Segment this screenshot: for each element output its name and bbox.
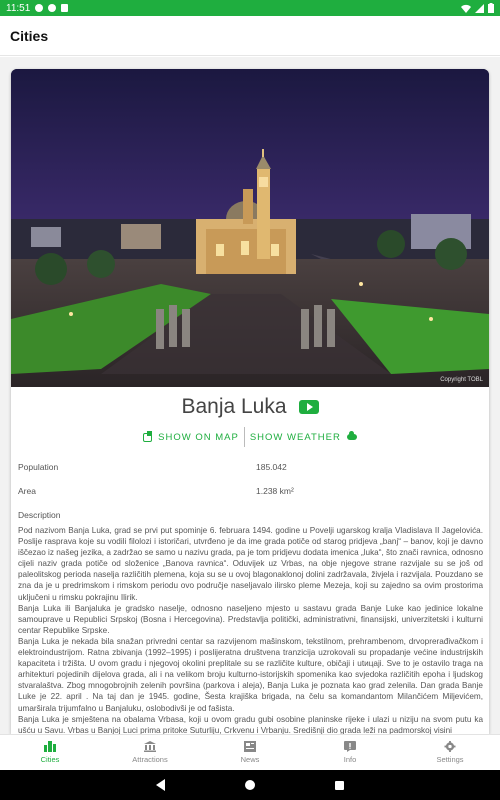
nav-cities[interactable] [0, 735, 100, 770]
city-name: Banja Luka [181, 395, 287, 418]
nav-attractions[interactable] [100, 735, 200, 770]
home-icon[interactable] [245, 780, 255, 790]
description-paragraph: Banja Luka ili Banjaluka je gradsko naselje, odnosno naseljeno mjesto u sastavu grada Banje Luke kao jedinice lokalne samouprave u Republici Srpskoj (Bosna i Hercegovina). Predstavlja politički, administrativni, finansijski, univerzitetski i kulturni centar Republike Srpske. [18, 603, 483, 635]
app-bar [0, 16, 500, 56]
show-weather-label: SHOW WEATHER [249, 431, 341, 443]
content-area [0, 57, 500, 734]
recent-apps-icon[interactable] [335, 781, 344, 790]
sd-card-icon [61, 4, 68, 12]
sync-icon [35, 4, 43, 12]
news-icon [244, 741, 256, 752]
page-title: Cities [10, 27, 49, 44]
nav-settings-label: Settings [436, 755, 464, 764]
map-icon [143, 433, 152, 442]
weather-icon [347, 434, 357, 440]
signal-icon [475, 4, 484, 13]
description-text [18, 525, 483, 734]
back-icon[interactable] [156, 779, 165, 791]
nav-info[interactable] [300, 735, 400, 770]
nav-news[interactable] [200, 735, 300, 770]
area-value: 1.238 km² [256, 486, 294, 496]
status-time: 11:51 [6, 2, 31, 14]
city-image [11, 69, 489, 387]
description-label: Description [18, 510, 61, 520]
description-paragraph: Pod nazivom Banja Luka, grad se prvi put spominje 6. februara 1494. godine u Povelji ugarskog kralja Vladislava II Jagelovića. Poslije rasprava koje su vodili filolozi i istoričari, utvrđeno je da ime grada potiče od starog pridjeva „banj“ – banov, koji je davno iščezao iz našeg jezika, a zadržao se samo u nazivu grada, pa je tom pridjevu dodata imenica „luka“, što znači ravnica, odnosno cijeli naziv grada potiče od složenice „Banova ravnica“. Oduvijek uz Vrbas, na obje njegove strane razvijale su se još od paleolitskog perioda naselja različitih plemena, koja su se u ovoj blagonaklonoj dolini zadržavala, živjela i razvijala. Pouzdano se zna da je u predrimskom i rimskom periodu ovo područje naseljavalo ilirsko pleme Mezeja, koji su zajedno sa ovim prostorima uključeni u rimsku pokrajinu Ilirik. [18, 526, 483, 602]
population-value: 185.042 [256, 462, 287, 472]
show-on-map-label: SHOW ON MAP [158, 431, 239, 443]
battery-icon [488, 3, 494, 13]
nav-settings[interactable] [400, 735, 500, 770]
show-weather-button[interactable] [245, 432, 362, 443]
bottom-nav [0, 734, 500, 770]
info-icon [344, 741, 356, 752]
nav-cities-label: Cities [40, 755, 60, 764]
landmark-icon [144, 741, 156, 752]
show-on-map-button[interactable] [138, 432, 244, 443]
status-bar [0, 0, 500, 16]
wifi-icon [461, 4, 471, 13]
gear-icon [444, 741, 456, 752]
nav-attractions-label: Attractions [132, 755, 168, 764]
population-label: Population [18, 462, 59, 472]
description-paragraph: Banja Luka je smještena na obalama Vrbasa, koji u ovom gradu gubi osobine planinske rijeke i ulazi u niziju na svom putu ka ušću u Savu. Vrbas u Banjoj Luci prima pritoke Suturliju, Crkvenu i Vrbanju. Središnji dio grada leži na padmorskoj visini [18, 714, 483, 734]
city-card [11, 69, 489, 734]
city-title-row [11, 391, 489, 423]
system-nav-bar [0, 770, 500, 800]
youtube-icon[interactable] [299, 400, 319, 414]
nav-info-label: Info [343, 755, 357, 764]
nav-news-label: News [240, 755, 260, 764]
image-credit: Copyright TOBL [440, 377, 483, 383]
area-label: Area [18, 486, 36, 496]
city-icon [44, 741, 56, 752]
city-actions [11, 426, 489, 448]
description-paragraph: Banja Luka je nekada bila snažan privredni centar sa razvijenom mašinskom, tekstilnom, prehrambenom, drvoprerađivačkom i elektroindustrijom. Ratna zbivanja (1992–1995) i poslijeratna društvena tranzicija uzrokovali su propadanje većine industrijskih kapaciteta i tržišta. U ovom gradu i njegovoj okolini preplitale su se različite kulture, običaji i utицaji. Sve to je ostavilo traga na arhitekturi pojedinih dijelova grada, ali i na velikom broju kulturno-istorijskih spomenika kao svjedoka različitih epoha i ljudskog stvaralaštva. Zbog mnogobrojnih zelenih površina (parkova i aleja), Banja Luka je poznata kao grad zelenila. Dan grada Banje Luke je 22. april . Na taj dan je 1945. godine, Šesta krajiška brigada, na čelu sa komandantom Milančićem Miljevićem, umarširala trijumfalno u Banjaluku, oslobodivši je od fašista. [18, 636, 483, 713]
notification-icon [48, 4, 56, 12]
